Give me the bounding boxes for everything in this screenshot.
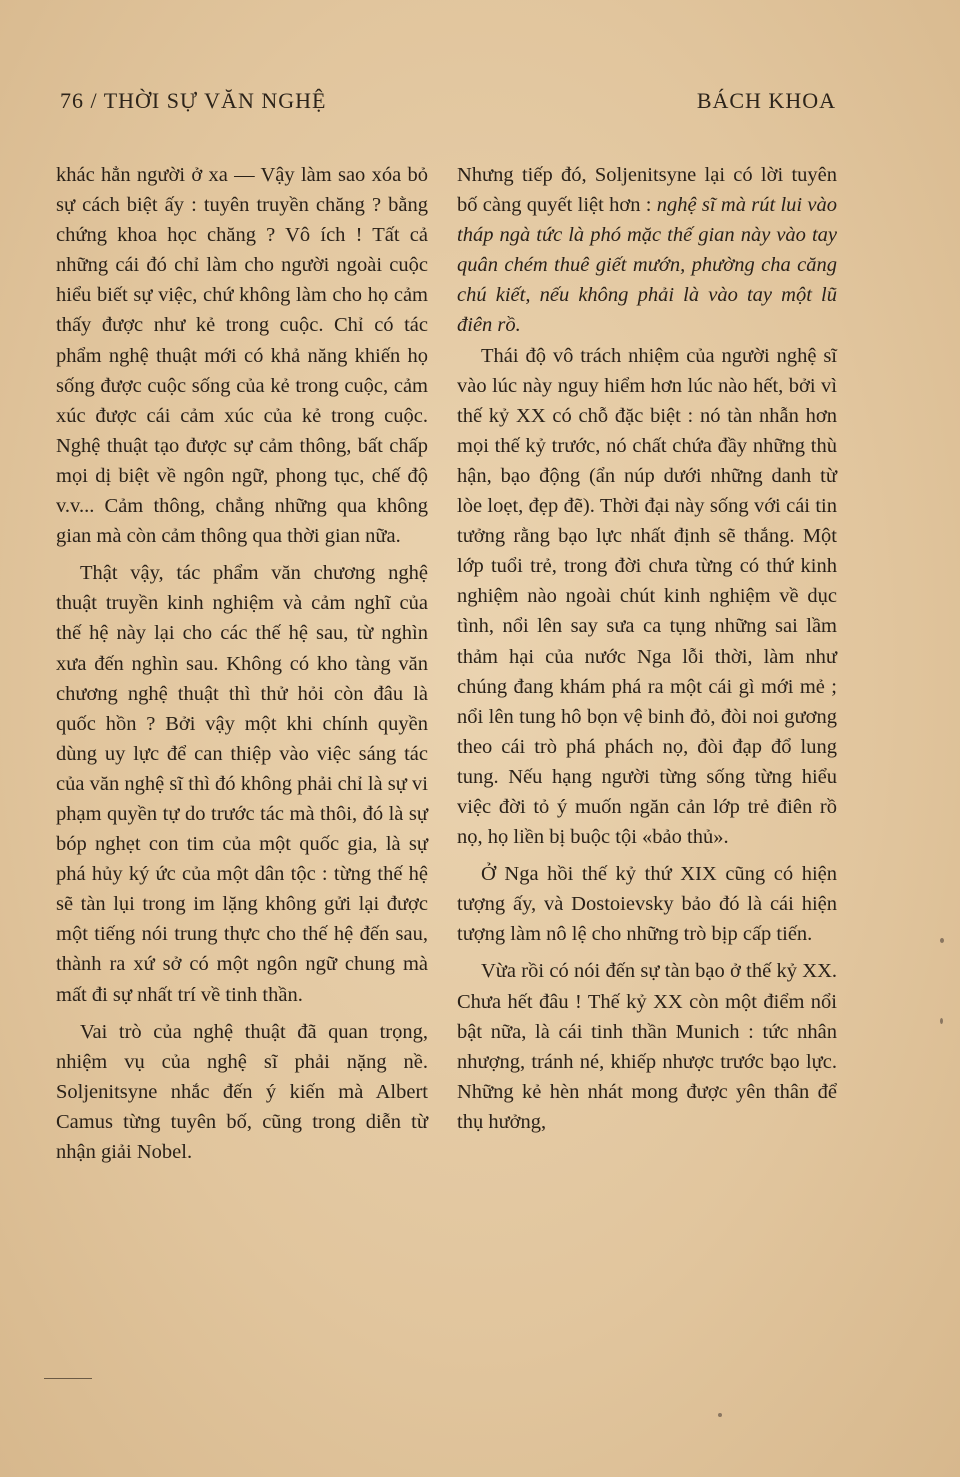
paragraph: Vai trò của nghệ thuật đã quan trọng, nhiệm vụ của nghệ sĩ phải nặng nề. Soljenitsyne nhắc đến ý kiến mà Albert Camus từng tuyên bố, cũng trong diễn từ nhận giải Nobel. (56, 1020, 428, 1163)
paper-speck (940, 938, 944, 943)
left-column (56, 160, 428, 1167)
header-magazine-name: BÁCH KHOA (696, 88, 836, 113)
header-page-title: 76 / THỜI SỰ VĂN NGHỆ (60, 88, 327, 113)
paragraph: khác hẳn người ở xa — Vậy làm sao xóa bỏ sự cách biệt ấy : tuyên truyền chăng ? bằng chứng khoa học chăng ? Vô ích ! Tất cả những cái đó chỉ làm cho người ngoài cuộc hiểu biết sự việc, chứ không làm cho họ cảm thấy được như kẻ trong cuộc. Chỉ có tác phẩm nghệ thuật mới có khả năng khiến họ sống được cuộc sống của kẻ trong cuộc, cảm xúc được cái cảm xúc của kẻ trong cuộc. Nghệ thuật tạo được sự cảm thông, bất chấp mọi dị biệt về ngôn ngữ, phong tục, chế độ v.v... Cảm thông, chẳng những qua không gian mà còn cảm thông qua thời gian nữa. (56, 164, 428, 548)
paragraph: Vừa rồi có nói đến sự tàn bạo ở thế kỷ XX. Chưa hết đâu ! Thế kỷ XX còn một điểm nổi bật nữa, là cái tinh thần Munich : tức nhân nhượng, tránh né, khiếp nhược trước bạo lực. Những kẻ hèn nhát mong được yên thân để thụ hưởng, (457, 960, 837, 1133)
footer-rule (44, 1378, 92, 1379)
paragraph (457, 160, 837, 341)
paragraph: Ở Nga hồi thế kỷ thứ XIX cũng có hiện tượng ấy, và Dostoievsky bảo đó là cái hiện tượng làm nô lệ cho những trò bịp cấp tiến. (457, 863, 837, 946)
paragraph: Thật vậy, tác phẩm văn chương nghệ thuật truyền kinh nghiệm và cảm nghĩ của thế hệ này lại cho các thế hệ sau, từ nghìn xưa đến nghìn sau. Không có kho tàng văn chương nghệ thuật thì thử hỏi còn đâu là quốc hồn ? Bởi vậy một khi chính quyền dùng uy lực để can thiệp vào việc sáng tác của văn nghệ sĩ thì đó không phải chỉ là sự vi phạm quyền tự do trước tác mà thôi, đó là sự bóp nghẹt con tim của một quốc gia, là sự phá hủy ký ức của một dân tộc : từng thế hệ sẽ tàn lụi trong im lặng không gửi lại được một tiếng nói trung thực cho thế hệ đến sau, thành ra xứ sở có một ngôn ngữ chung mà mất đi sự nhất trí về tinh thần. (56, 562, 428, 1006)
running-header (60, 88, 836, 114)
paragraph-lead: Nhưng tiếp đó, Soljenitsyne lại có lời tuyên bố càng quyết liệt hơn : (457, 164, 837, 217)
right-column (457, 160, 837, 1137)
paper-speck (718, 1413, 722, 1417)
italic-quote: nghệ sĩ mà rút lui vào tháp ngà tức là phó mặc thế gian này vào tay quân chém thuê giết mướn, phường cha căng chú kiết, nếu không phải là vào tay một lũ điên rồ. (457, 194, 837, 337)
paragraph: Thái độ vô trách nhiệm của người nghệ sĩ vào lúc này nguy hiểm hơn lúc nào hết, bởi vì thế kỷ XX có chỗ đặc biệt : nó tàn nhẫn hơn mọi thế kỷ trước, nó chất chứa đầy những thù hận, bạo động (ẩn núp dưới những danh từ lòe loẹt, đẹp đẽ). Thời đại này sống với cái tin tưởng rằng bạo lực nhất định sẽ thắng. Một lớp tuổi trẻ, trong đời chưa từng có thứ kinh nghiệm nào ngoài chút kinh nghiệm về dục tình, nổi lên say sưa ca tụng những sai lầm thảm hại của nước Nga lỗi thời, làm như chúng đang khám phá ra một cái gì mới mẻ ; nổi lên tung hô bọn vệ binh đỏ, đòi noi gương theo cái trò phá phách nọ, đòi đạp đổ lung tung. Nếu hạng người từng sống từng hiểu việc đời tỏ ý muốn ngăn cản lớp trẻ điên rồ nọ, họ liền bị buộc tội «bảo thủ». (457, 344, 837, 849)
paper-speck (940, 1018, 943, 1024)
